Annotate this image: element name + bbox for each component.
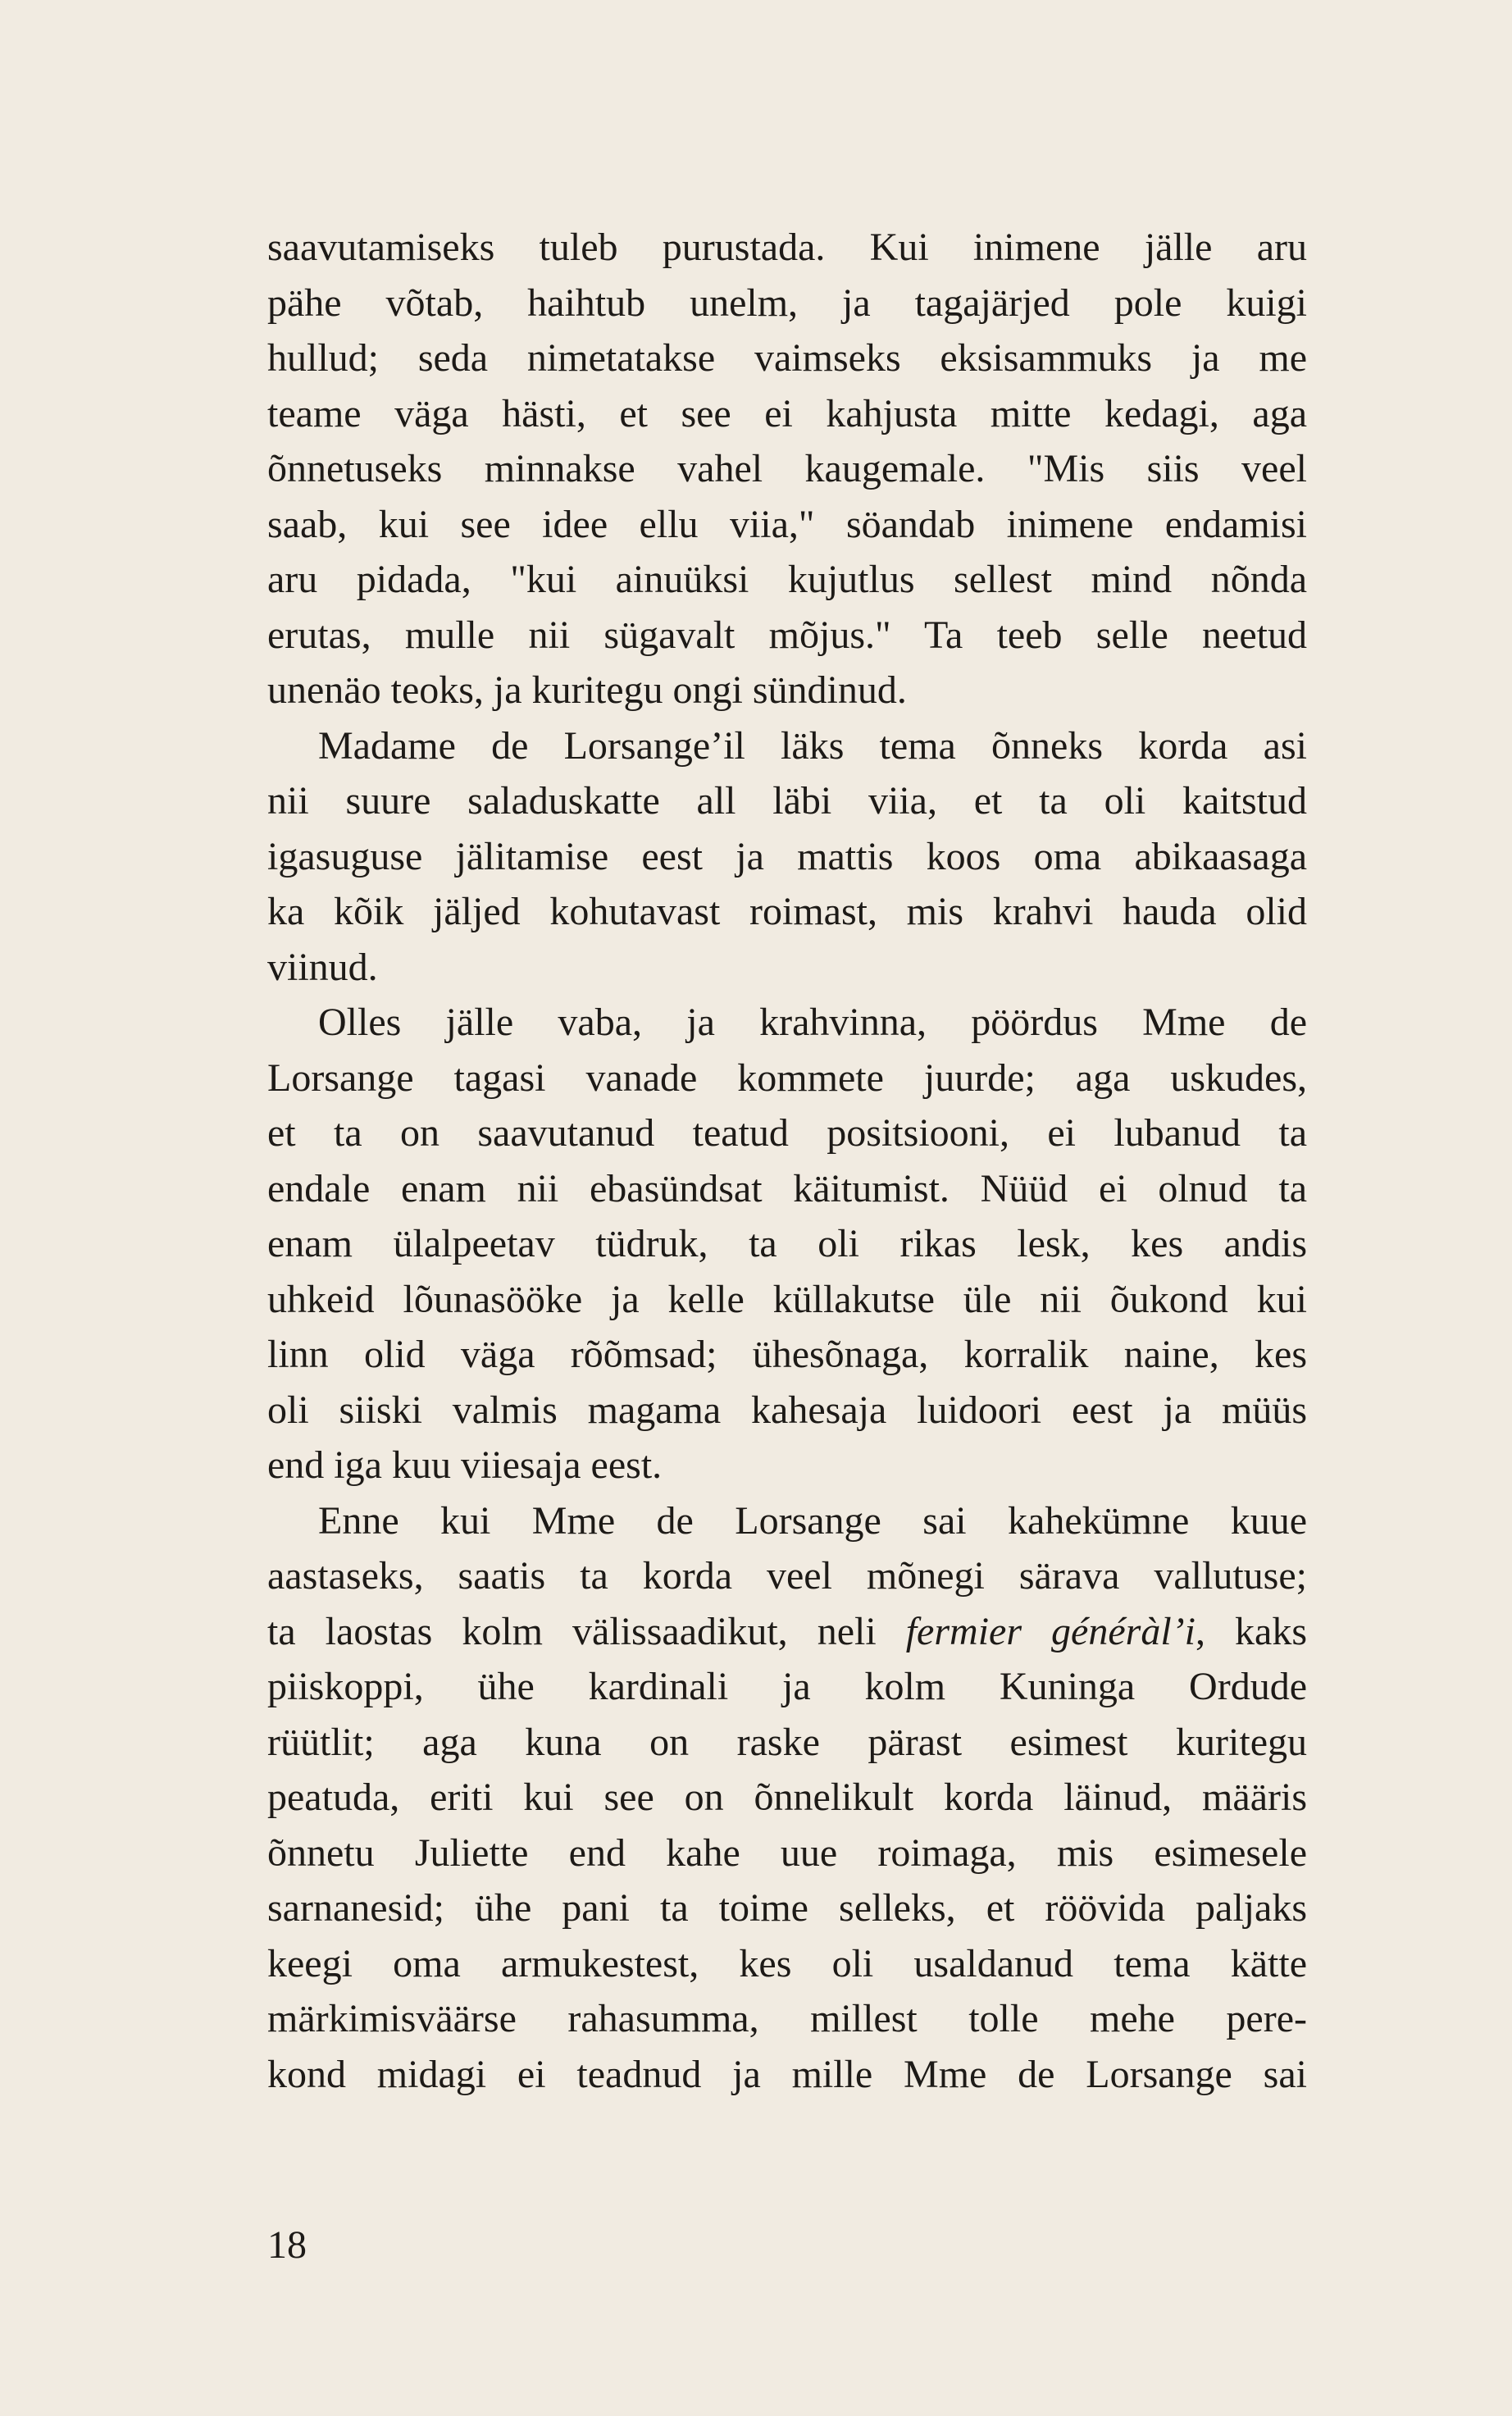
text-line: piiskoppi, ühe kardinali ja kolm Kuninga Ordude	[267, 1665, 1307, 1708]
text-line: keegi oma armukestest, kes oli usaldanud tema kätte	[267, 1941, 1307, 1985]
text-line: linn olid väga rõõmsad; ühesõnaga, korralik naine, kes	[267, 1333, 1307, 1376]
text-line: saab, kui see idee ellu viia," söandab inimene endamisi	[267, 502, 1307, 546]
text-line: unenäo teoks, ja kuritegu ongi sündinud.	[267, 668, 907, 712]
text-line: õnnetuseks minnakse vahel kaugemale. "Mis siis veel	[267, 447, 1307, 490]
text-line: Olles jälle vaba, ja krahvinna, pöördus Mme de	[318, 1001, 1307, 1044]
text-line: hullud; seda nimetatakse vaimseks eksisammuks ja me	[267, 336, 1307, 380]
paragraph	[267, 718, 1307, 996]
text-line: rüütlit; aga kuna on raske pärast esimest kuritegu	[267, 1720, 1307, 1764]
text-line: igasuguse jälitamise eest ja mattis koos oma abikaasaga	[267, 834, 1307, 878]
text-line: kond midagi ei teadnud ja mille Mme de Lorsange sai	[267, 2052, 1307, 2096]
text-line: oli siiski valmis magama kahesaja luidoori eest ja müüs	[267, 1388, 1307, 1432]
text-line: Lorsange tagasi vanade kommete juurde; aga uskudes,	[267, 1055, 1307, 1100]
text-line: enam ülalpeetav tüdruk, ta oli rikas lesk, kes andis	[267, 1222, 1307, 1265]
text-line: erutas, mulle nii sügavalt mõjus." Ta teeb selle neetud	[267, 613, 1307, 657]
text-line: Madame de Lorsange’il läks tema õnneks korda asi	[318, 723, 1307, 768]
text-line: ka kõik jäljed kohutavast roimast, mis krahvi hauda olid	[267, 890, 1307, 933]
text-line: õnnetu Juliette end kahe uue roimaga, mis esimesele	[267, 1830, 1307, 1875]
text-line: teame väga hästi, et see ei kahjusta mitte kedagi, aga	[267, 391, 1307, 435]
text-line-with-italic: ta laostas kolm välissaadikut, neli fermier généràl’i, kaks	[267, 1609, 1307, 1653]
text-line: et ta on saavutanud teatud positsiooni, ei lubanud ta	[267, 1111, 1307, 1155]
page-number: 18	[267, 2223, 307, 2267]
text-line: peatuda, eriti kui see on õnnelikult korda läinud, määris	[267, 1776, 1307, 1819]
body-text	[267, 220, 1307, 2102]
text-line: end iga kuu viiesaja eest.	[267, 1443, 663, 1487]
text-line: Enne kui Mme de Lorsange sai kahekümne kuue	[318, 1498, 1307, 1543]
text-line: endale enam nii ebasündsat käitumist. Nüüd ei olnud ta	[267, 1166, 1307, 1210]
text-line: uhkeid lõunasööke ja kelle küllakutse üle nii õukond kui	[267, 1277, 1307, 1321]
text-line: pähe võtab, haihtub unelm, ja tagajärjed pole kuigi	[267, 280, 1307, 325]
text-line: saavutamiseks tuleb purustada. Kui inimene jälle aru	[267, 226, 1307, 269]
text-line: sarnanesid; ühe pani ta toime selleks, et röövida paljaks	[267, 1886, 1307, 1930]
text-line: viinud.	[267, 945, 378, 989]
text-line: märkimisväärse rahasumma, millest tolle mehe pere-	[267, 1997, 1307, 2040]
text-line: aru pidada, "kui ainuüksi kujutlus sellest mind nõnda	[267, 558, 1307, 601]
text-line: nii suure saladuskatte all läbi viia, et ta oli kaitstud	[267, 779, 1307, 823]
paragraph	[267, 1493, 1307, 2103]
text-line: aastaseks, saatis ta korda veel mõnegi särava vallutuse;	[267, 1554, 1307, 1598]
paragraph	[267, 220, 1307, 718]
paragraph	[267, 995, 1307, 1493]
